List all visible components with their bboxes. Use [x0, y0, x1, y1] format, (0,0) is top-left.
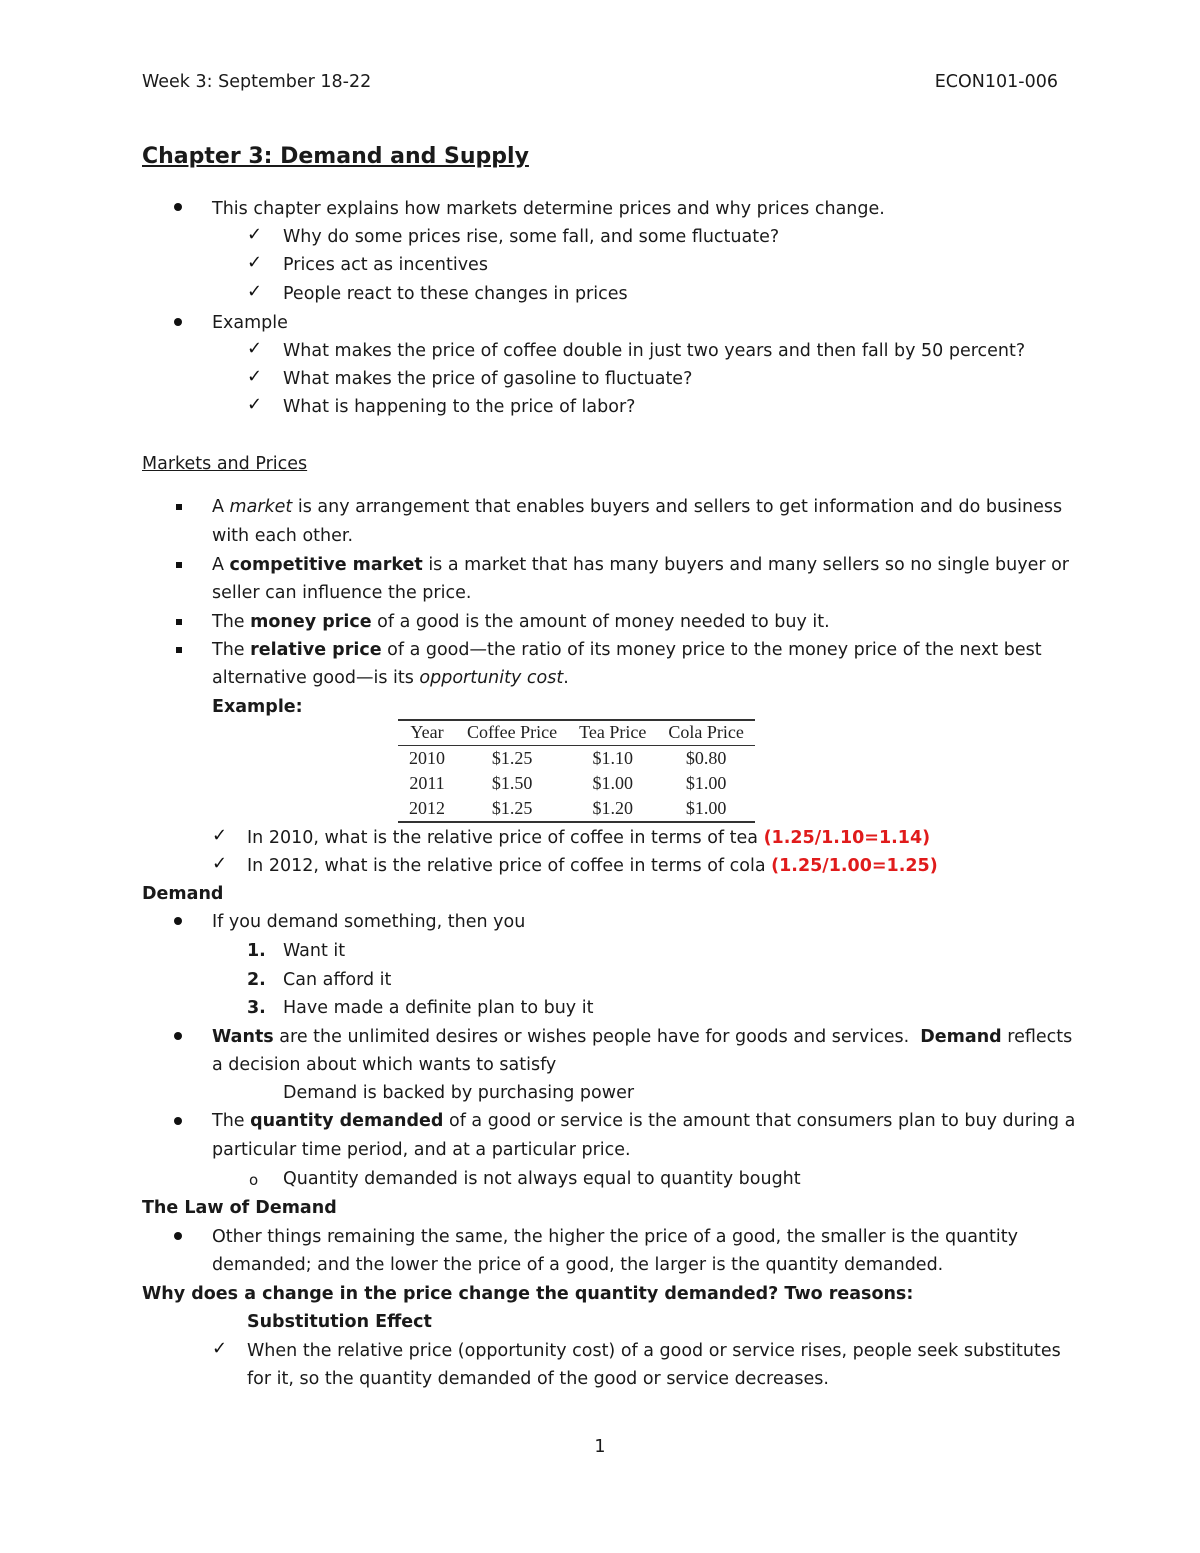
table-cell: $0.80 [685, 748, 727, 768]
markets-heading: Markets and Prices [142, 454, 308, 474]
table-header-cell: Year [398, 720, 456, 746]
example-label: Example: [212, 697, 303, 717]
substitution-effect-heading: Substitution Effect [247, 1312, 432, 1332]
quantity-demanded-note: Quantity demanded is not always equal to quantity bought [283, 1169, 801, 1189]
table-header-row [398, 720, 755, 746]
checkmark-icon: ✓ [247, 366, 263, 387]
bullet-icon [174, 1117, 182, 1125]
demand-item-2: Can afford it [283, 970, 392, 990]
table-cell: 2010 [409, 748, 445, 768]
table-cell: $1.00 [592, 773, 633, 793]
demand-item-3: Have made a definite plan to buy it [283, 998, 594, 1018]
table-row [398, 746, 755, 772]
law-statement: Other things remaining the same, the higher the price of a good, the smaller is the quantity [212, 1227, 1018, 1247]
chapter-title: Chapter 3: Demand and Supply [142, 144, 529, 169]
header-left: Week 3: September 18-22 [142, 72, 372, 92]
table-cell: $1.20 [568, 796, 657, 822]
checkmark-icon: ✓ [247, 281, 263, 302]
relative-price-question-2: In 2012, what is the relative price of coffee in terms of cola (1.25/1.00=1.25) [247, 856, 938, 876]
square-bullet-icon [176, 647, 182, 653]
quantity-demanded-cont: particular time period, and at a particular price. [212, 1140, 631, 1160]
intro-check-4: What makes the price of coffee double in just two years and then fall by 50 percent? [283, 341, 1026, 361]
page-number: 1 [594, 1437, 606, 1457]
table-cell: $1.25 [456, 796, 568, 822]
market-definition-cont: with each other. [212, 526, 354, 546]
table-cell: 2012 [398, 796, 456, 822]
checkmark-icon: ✓ [247, 338, 263, 359]
money-price-definition: The money price of a good is the amount of money needed to buy it. [212, 612, 830, 632]
table-cell: $1.10 [592, 748, 633, 768]
intro-check-1: Why do some prices rise, some fall, and some fluctuate? [283, 227, 780, 247]
law-statement-cont: demanded; and the lower the price of a good, the larger is the quantity demanded. [212, 1255, 944, 1275]
intro-bullet-2: Example [212, 313, 288, 333]
list-number: 2. [247, 970, 266, 990]
table-row [398, 771, 755, 796]
checkmark-icon: ✓ [212, 853, 228, 874]
circle-bullet-icon: o [249, 1171, 259, 1189]
purchasing-power-note: Demand is backed by purchasing power [283, 1083, 635, 1103]
square-bullet-icon [176, 504, 182, 510]
table-header-cell: Coffee Price [456, 720, 568, 746]
relative-price-question-1: In 2010, what is the relative price of coffee in terms of tea (1.25/1.10=1.14) [247, 828, 931, 848]
intro-check-6: What is happening to the price of labor? [283, 397, 636, 417]
bullet-icon [174, 1232, 182, 1240]
answer-2: (1.25/1.00=1.25) [771, 856, 938, 876]
checkmark-icon: ✓ [212, 825, 228, 846]
bullet-icon [174, 917, 182, 925]
market-definition: A market is any arrangement that enables buyers and sellers to get information and do business [212, 497, 1063, 517]
table-header-cell: Cola Price [657, 720, 754, 746]
intro-check-2: Prices act as incentives [283, 255, 488, 275]
header-right: ECON101-006 [934, 72, 1058, 92]
square-bullet-icon [176, 562, 182, 568]
intro-check-5: What makes the price of gasoline to fluctuate? [283, 369, 693, 389]
relative-price-definition: The relative price of a good—the ratio of its money price to the money price of the next best [212, 640, 1042, 660]
checkmark-icon: ✓ [212, 1338, 228, 1359]
demand-heading: Demand [142, 884, 224, 904]
competitive-market-definition: A competitive market is a market that has many buyers and many sellers so no single buyer or [212, 555, 1070, 575]
law-heading: The Law of Demand [142, 1198, 337, 1218]
table-header-cell: Tea Price [568, 720, 657, 746]
intro-check-3: People react to these changes in prices [283, 284, 628, 304]
wants-definition-cont: a decision about which wants to satisfy [212, 1055, 557, 1075]
relative-price-cont: alternative good—is its opportunity cost. [212, 668, 569, 688]
wants-definition: Wants are the unlimited desires or wishes people have for goods and services. Demand reflects [212, 1027, 1073, 1047]
intro-bullet-1: This chapter explains how markets determine prices and why prices change. [212, 199, 885, 219]
checkmark-icon: ✓ [247, 224, 263, 245]
table-cell: $1.50 [491, 773, 533, 793]
why-question: Why does a change in the price change the quantity demanded? Two reasons: [142, 1284, 914, 1304]
bullet-icon [174, 203, 182, 211]
quantity-demanded-definition: The quantity demanded of a good or service is the amount that consumers plan to buy during a [212, 1111, 1076, 1131]
table-cell: $1.00 [657, 796, 754, 822]
price-table [398, 719, 755, 823]
table-cell: $1.00 [685, 773, 727, 793]
bullet-icon [174, 318, 182, 326]
checkmark-icon: ✓ [247, 252, 263, 273]
table-cell: 2011 [409, 773, 445, 793]
list-number: 1. [247, 941, 266, 961]
competitive-market-cont: seller can influence the price. [212, 583, 472, 603]
substitution-effect-text: When the relative price (opportunity cost) of a good or service rises, people seek substitutes [247, 1341, 1061, 1361]
demand-bullet-1: If you demand something, then you [212, 912, 526, 932]
table-cell: $1.25 [491, 748, 533, 768]
demand-item-1: Want it [283, 941, 346, 961]
square-bullet-icon [176, 619, 182, 625]
answer-1: (1.25/1.10=1.14) [763, 828, 931, 848]
list-number: 3. [247, 998, 266, 1018]
table-row [398, 796, 755, 822]
bullet-icon [174, 1032, 182, 1040]
substitution-effect-cont: for it, so the quantity demanded of the good or service decreases. [247, 1369, 829, 1389]
checkmark-icon: ✓ [247, 394, 263, 415]
